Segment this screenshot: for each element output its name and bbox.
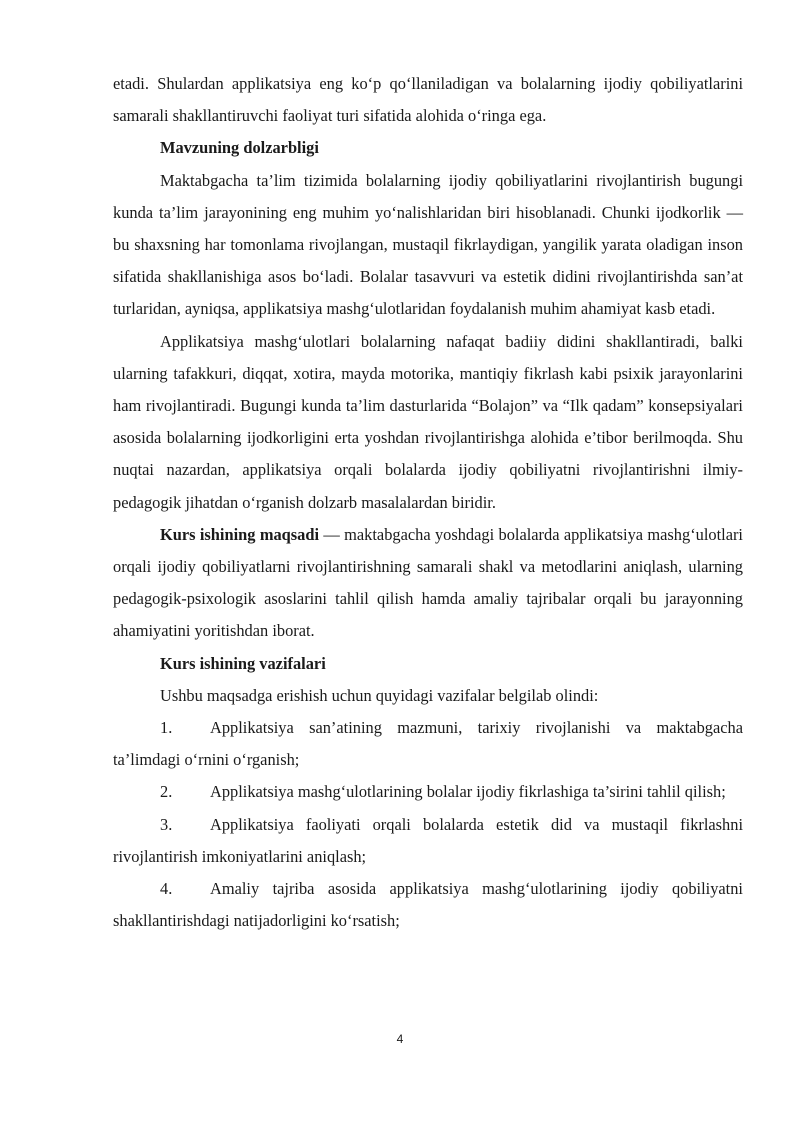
- maqsad-lead: Kurs ishining maqsadi: [160, 524, 320, 544]
- paragraph-dolzarblik-2: Applikatsiya mashg‘ulotlari bolalarning nafaqat badiiy didini shakllantiradi, balki ularning tafakkuri, diqqat, xotira, mayda motorika, mantiqiy fikrlash kabi psixik jarayonlarini ham rivojlantiradi. Bugungi kunda ta’lim dasturlarida “Bolajon” va “Ilk qadam” konsepsiyalari asosida bolalarning ijodkorligini erta yoshdan rivojlantirishga alohida e’tibor berilmoqda. Shu nuqtai nazardan, applikatsiya orqali bolalarda ijodiy qobiliyatni rivojlantirishni ilmiy-pedagogik jihatdan o‘rganish dolzarb masalalardan biridir.: [113, 331, 743, 512]
- task-number: 1.: [160, 718, 173, 738]
- task-text: Applikatsiya san’atining mazmuni, tarixiy rivojlanishi va maktabgacha ta’limdagi o‘rnini o‘rganish;: [113, 718, 743, 770]
- paragraph-intro: etadi. Shulardan applikatsiya eng ko‘p qo‘llaniladigan va bolalarning ijodiy qobiliyatlarini samarali shakllantiruvchi faoliyat turi sifatida alohida o‘ringa ega.: [113, 74, 743, 126]
- document-page: [113, 68, 743, 937]
- heading-vazifalar: Kurs ishining vazifalari: [160, 653, 326, 673]
- paragraph-dolzarblik-1: Maktabgacha ta’lim tizimida bolalarning ijodiy qobiliyatlarini rivojlantirish bugungi kunda ta’lim jarayonining eng muhim yo‘nalishlaridan biri hisoblanadi. Chunki ijodkorlik — bu shaxsning har tomonlama rivojlangan, mustaqil fikrlaydigan, yangilik yarata oladigan inson sifatida shakllanishiga asos bo‘ladi. Bolalar tasavvuri va estetik didini rivojlantirishda san’at turlaridan, ayniqsa, applikatsiya mashg‘ulotlaridan foydalanish muhim ahamiyat kasb etadi.: [113, 170, 743, 319]
- task-text: Applikatsiya faoliyati orqali bolalarda estetik did va mustaqil fikrlashni rivojlantirish imkoniyatlarini aniqlash;: [113, 814, 743, 866]
- task-text: Applikatsiya mashg‘ulotlarining bolalar ijodiy fikrlashiga ta’sirini tahlil qilish;: [210, 782, 726, 802]
- task-item: [113, 809, 743, 873]
- task-number: 2.: [160, 782, 173, 802]
- paragraph-vazifalar-intro: Ushbu maqsadga erishish uchun quyidagi vazifalar belgilab olindi:: [160, 685, 599, 705]
- task-item: [113, 712, 743, 776]
- page-number: 4: [396, 1032, 404, 1046]
- maqsad-text: — maktabgacha yoshdagi bolalarda applikatsiya mashg‘ulotlari orqali ijodiy qobiliyatlarni rivojlantirishning samarali shakl va metodlarini aniqlash, ularning pedagogik-psixologik asoslarini tahlil qilish hamda amaliy tajribalar orqali bu jarayonning ahamiyatini yoritishdan iborat.: [113, 524, 743, 641]
- task-number: 3.: [160, 814, 173, 834]
- task-text: Amaliy tajriba asosida applikatsiya mashg‘ulotlarining ijodiy qobiliyatni shakllantirishdagi natijadorligini ko‘rsatish;: [113, 879, 743, 931]
- heading-dolzarblik: Mavzuning dolzarbligi: [160, 138, 319, 158]
- task-item: [113, 776, 743, 808]
- paragraph-maqsad: [113, 519, 743, 648]
- task-number: 4.: [160, 879, 173, 899]
- task-item: [113, 873, 743, 937]
